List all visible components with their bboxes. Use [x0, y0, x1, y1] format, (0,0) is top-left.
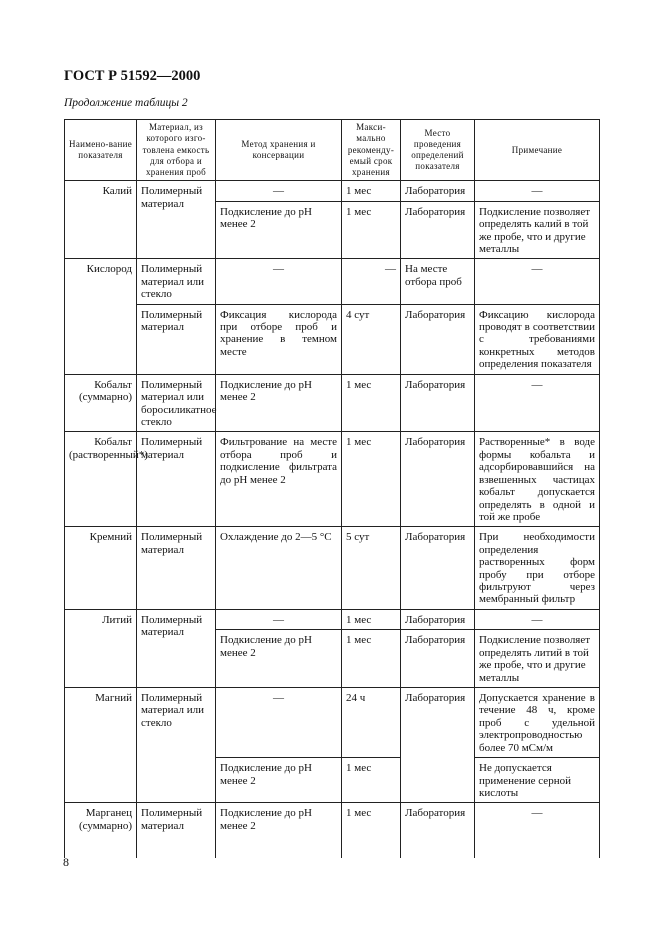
place-cell: Лаборатория: [401, 527, 475, 610]
indicator-name: Литий: [65, 609, 137, 687]
term-cell: 1 мес: [342, 201, 401, 259]
term-cell: 24 ч: [342, 688, 401, 758]
table-row: [65, 181, 600, 201]
place-cell: Лаборатория: [401, 374, 475, 432]
indicator-name: Марганец (суммарно): [65, 803, 137, 859]
column-header-indicator: Наимено-вание показателя: [65, 120, 137, 181]
method-cell: —: [216, 609, 342, 629]
note-cell: При необходимости определения растворенных форм пробу при отборе фильтруют через мембранный фильтр: [475, 527, 600, 610]
indicator-name: Кобальт (растворенный*): [65, 432, 137, 527]
table-row: [65, 609, 600, 629]
material-cell: Полимерный материал или стекло: [137, 259, 216, 304]
term-cell: 4 сут: [342, 304, 401, 374]
indicator-name: Кобальт (суммарно): [65, 374, 137, 432]
column-header-material: Материал, из которого изго-товлена емкость для отбора и хранения проб: [137, 120, 216, 181]
term-cell: 1 мес: [342, 758, 401, 803]
material-cell: Полимерный материал или стекло: [137, 688, 216, 803]
term-cell: 1 мес: [342, 374, 401, 432]
method-cell: —: [216, 181, 342, 201]
material-cell: Полимерный материал: [137, 609, 216, 687]
storage-table: [64, 119, 600, 858]
note-cell: Фиксацию кислорода проводят в соответствии с требованиями конкретных методов определения показателя: [475, 304, 600, 374]
place-cell: Лаборатория: [401, 304, 475, 374]
column-header-method: Метод хранения и консервации: [216, 120, 342, 181]
note-cell: —: [475, 803, 600, 859]
table-row: [65, 527, 600, 610]
indicator-name: Калий: [65, 181, 137, 259]
table-row: [65, 259, 600, 304]
term-cell: 1 мес: [342, 181, 401, 201]
document-code: ГОСТ Р 51592—2000: [64, 68, 201, 84]
method-cell: Фиксация кислорода при отборе проб и хранение в темном месте: [216, 304, 342, 374]
table-caption: Продолжение таблицы 2: [64, 97, 188, 109]
table-row: [65, 688, 600, 758]
note-cell: —: [475, 181, 600, 201]
material-cell: Полимерный материал: [137, 803, 216, 859]
note-cell: Растворенные* в воде формы кобальта и адсорбировавшийся на взвешенных частицах кобальт допускается определять в одной и той же пробе: [475, 432, 600, 527]
term-cell: 1 мес: [342, 609, 401, 629]
method-cell: —: [216, 688, 342, 758]
note-cell: —: [475, 374, 600, 432]
place-cell: Лаборатория: [401, 609, 475, 629]
table-row: [65, 803, 600, 859]
method-cell: Подкисление до pH менее 2: [216, 201, 342, 259]
place-cell: Лаборатория: [401, 432, 475, 527]
method-cell: —: [216, 259, 342, 304]
place-cell: Лаборатория: [401, 803, 475, 859]
note-cell: Не допускается применение серной кислоты: [475, 758, 600, 803]
column-header-note: Примечание: [475, 120, 600, 181]
column-header-place: Место проведения определений показателя: [401, 120, 475, 181]
term-cell: —: [342, 259, 401, 304]
table-header-row: [65, 120, 600, 181]
note-cell: Допускается хранение в течение 48 ч, кроме проб с удельной электропроводностью более 70 мСм/м: [475, 688, 600, 758]
material-cell: Полимерный материал: [137, 432, 216, 527]
place-cell: Лаборатория: [401, 688, 475, 803]
note-cell: —: [475, 259, 600, 304]
method-cell: Подкисление до pH менее 2: [216, 758, 342, 803]
material-cell: Полимерный материал или боросиликатное стекло: [137, 374, 216, 432]
method-cell: Фильтрование на месте отбора проб и подкисление фильтрата до pH менее 2: [216, 432, 342, 527]
term-cell: 1 мес: [342, 630, 401, 688]
indicator-name: Кремний: [65, 527, 137, 610]
page-number: 8: [63, 855, 69, 869]
indicator-name: Кислород: [65, 259, 137, 374]
place-cell: Лаборатория: [401, 181, 475, 201]
material-cell: Полимерный материал: [137, 181, 216, 259]
material-cell: Полимерный материал: [137, 304, 216, 374]
note-cell: Подкисление позволяет определять литий в той же пробе, что и другие металлы: [475, 630, 600, 688]
place-cell: На месте отбора проб: [401, 259, 475, 304]
term-cell: 1 мес: [342, 803, 401, 859]
term-cell: 5 сут: [342, 527, 401, 610]
place-cell: Лаборатория: [401, 201, 475, 259]
method-cell: Охлаждение до 2—5 °С: [216, 527, 342, 610]
method-cell: Подкисление до pH менее 2: [216, 374, 342, 432]
table-row: [65, 432, 600, 527]
place-cell: Лаборатория: [401, 630, 475, 688]
note-cell: —: [475, 609, 600, 629]
table-row: [65, 304, 600, 374]
note-cell: Подкисление позволяет определять калий в той же пробе, что и другие металлы: [475, 201, 600, 259]
material-cell: Полимерный материал: [137, 527, 216, 610]
method-cell: Подкисление до pH менее 2: [216, 803, 342, 859]
term-cell: 1 мес: [342, 432, 401, 527]
table-row: [65, 374, 600, 432]
column-header-term: Макси-мально рекоменду-емый срок хранения: [342, 120, 401, 181]
method-cell: Подкисление до pH менее 2: [216, 630, 342, 688]
indicator-name: Магний: [65, 688, 137, 803]
